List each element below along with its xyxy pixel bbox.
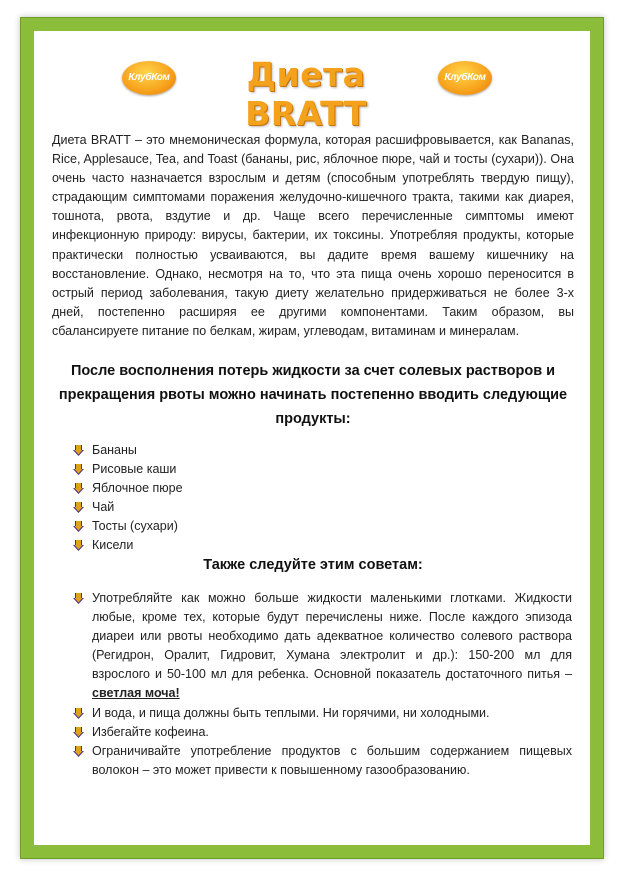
tips-list bbox=[72, 589, 572, 780]
product-label: Бананы bbox=[92, 443, 137, 457]
list-item bbox=[72, 723, 572, 742]
product-label: Кисели bbox=[92, 538, 134, 553]
arrow-bullet-icon bbox=[72, 745, 85, 758]
list-item bbox=[72, 479, 183, 498]
product-label: Тосты (сухари) bbox=[92, 519, 178, 534]
list-item bbox=[72, 589, 572, 704]
arrow-bullet-icon bbox=[72, 726, 85, 739]
arrow-bullet-icon bbox=[72, 520, 85, 533]
document-page bbox=[34, 31, 590, 845]
tip-text: Ограничивайте употребление продуктов с большим содержанием пищевых волокон – это может привести к повышенному газообразованию. bbox=[92, 743, 572, 777]
tip-text: Избегайте кофеина. bbox=[92, 724, 209, 739]
arrow-bullet-icon bbox=[72, 539, 85, 552]
products-list bbox=[72, 441, 183, 556]
tips-heading: Также следуйте этим советам: bbox=[203, 557, 423, 573]
list-item bbox=[72, 441, 183, 460]
list-item bbox=[72, 742, 572, 780]
club-logo-right: КлубКом bbox=[438, 61, 492, 95]
intro-paragraph: Диета BRATT – это мнемоническая формула, которая расшифровывается, как Bananas, Rice, Applesauce, Tea, and Toast (бананы, рис, яблочное пюре, чай и тосты (сухари)). Она очень часто назначается взрослым и детям (способным употреблять твердую пищу), страдающим симптомами поражения желудочно-кишечного тракта, такими как диарея, тошнота, рвота, вздутие и др. Чаще всего перечисленные симптомы имеют инфекционную природу: вирусы, бактерии, их токсины. Употребляя продукты, которые практически полностью усваиваются, вы дадите время вашему кишечнику на восстановление. Однако, несмотря на то, что эта пища очень хорошо переносится в острый период заболевания, такую диету желательно придерживаться не более 3-х дней, постепенно расширяя ее другими компонентами. Таким образом, вы сбалансируете питание по белкам, жирам, углеводам, витаминам и минералам. bbox=[52, 133, 574, 338]
arrow-bullet-icon bbox=[72, 707, 85, 720]
product-label: Чай bbox=[92, 500, 115, 515]
club-logo-left: КлубКом bbox=[122, 61, 176, 95]
header bbox=[34, 55, 590, 133]
list-item bbox=[72, 704, 572, 723]
list-item bbox=[72, 498, 183, 517]
product-label: Яблочное пюре bbox=[92, 481, 183, 496]
arrow-bullet-icon bbox=[72, 482, 85, 495]
list-item bbox=[72, 517, 183, 536]
arrow-bullet-icon bbox=[72, 501, 85, 514]
products-heading: После восполнения потерь жидкости за счет солевых растворов и прекращения рвоты можно начинать постепенно вводить следующие продукты: bbox=[58, 363, 568, 427]
tip-emphasis: светлая моча! bbox=[92, 686, 180, 701]
tip-text: Употребляйте как можно больше жидкости маленькими глотками. Жидкости любые, кроме тех, которые будут перечислены ниже. После каждого эпизода диареи или рвоты необходимо дать адекватное количество солевого раствора (Регидрон, Оралит, Гидровит, Хумана электролит и др.): 150-200 мл для взрослого и 50-100 мл для ребенка. Основной показатель достаточного питья – bbox=[92, 591, 572, 682]
product-label: Рисовые каши bbox=[92, 462, 177, 477]
tip-text: И вода, и пища должны быть теплыми. Ни горячими, ни холодными. bbox=[92, 705, 490, 720]
arrow-bullet-icon bbox=[72, 463, 85, 476]
page-title: Диета BRATT bbox=[245, 55, 367, 133]
arrow-bullet-icon bbox=[72, 592, 85, 605]
list-item bbox=[72, 536, 183, 555]
arrow-bullet-icon bbox=[72, 444, 85, 457]
list-item bbox=[72, 460, 183, 479]
